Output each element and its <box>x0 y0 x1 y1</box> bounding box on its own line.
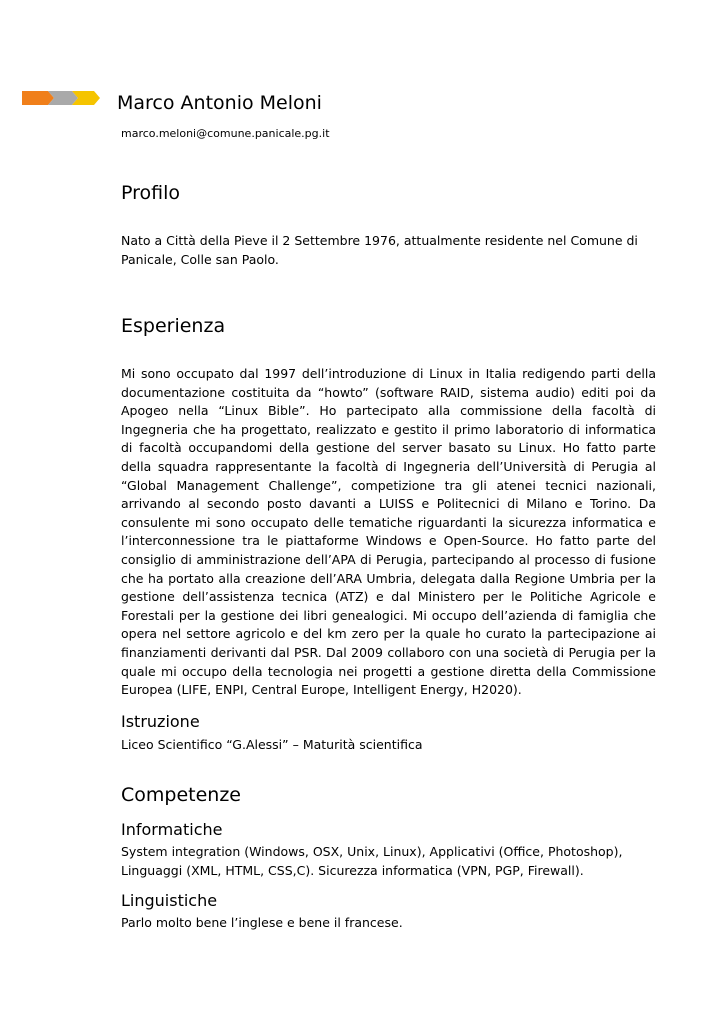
subsection-title-linguistiche: Linguistiche <box>121 891 218 910</box>
istruzione-text: Liceo Scientifico “G.Alessi” – Maturità scientifica <box>121 737 423 752</box>
informatiche-line-1: System integration (Windows, OSX, Unix, Linux), Applicativi (Office, Photoshop), <box>121 844 623 859</box>
esperienza-text: Mi sono occupato dal 1997 dell’introduzione di Linux in Italia redigendo parti della documentazione costituita da “howto” (software RAID, sistema audio) editi poi da Apogeo nella “Linux Bible”. Ho partecipato alla commissione della facoltà di Ingegneria che ha progettato, realizzato e gestito il primo laboratorio di informatica di facoltà occupandomi della gestione del server basato su Linux. Ho fatto parte della squadra rappresentante la facoltà di Ingegneria dell’Università di Perugia al “Global Management Challenge”, competizione tra gli atenei tecnici nazionali, arrivando al secondo posto davanti a LUISS e Politecnici di Milano e Torino. Da consulente mi sono occupato delle tematiche riguardanti la sicurezza informatica e l’interconnessione tra le piattaforme Windows e Open-Source. Ho fatto parte del consiglio di amministrazione dell’APA di Perugia, partecipando al processo di fusione che ha portato alla creazione dell’ARA Umbria, delegata dalla Regione Umbria per la gestione dell’assistenza tecnica (ATZ) e dal Ministero per le Politiche Agricole e Forestali per la gestione dei libri genealogici. Mi occupo dell’azienda di famiglia che opera nel settore agricolo e del km zero per la quale ho curato la partecipazione ai finanziamenti derivanti dal PSR. Dal 2009 collaboro con una società di Perugia per la quale mi occupo della tecnologia nei progetti a gestione diretta della Commissione Europea (LIFE, ENPI, Central Europe, Intelligent Energy, H2020). <box>121 366 656 698</box>
section-title-competenze: Competenze <box>121 784 241 806</box>
profilo-text: Nato a Città della Pieve il 2 Settembre 1976, attualmente residente nel Comune di Panicale, Colle san Paolo. <box>121 233 638 267</box>
informatiche-line-2: Linguaggi (XML, HTML, CSS,C). Sicurezza informatica (VPN, PGP, Firewall). <box>121 863 584 878</box>
section-title-profilo: Profilo <box>121 182 181 204</box>
linguistiche-text: Parlo molto bene l’inglese e bene il francese. <box>121 915 403 930</box>
subsection-title-informatiche: Informatiche <box>121 820 223 839</box>
email-address[interactable]: marco.meloni@comune.panicale.pg.it <box>121 127 330 140</box>
header-arrows-logo <box>22 91 100 105</box>
section-title-esperienza: Esperienza <box>121 315 226 337</box>
subsection-title-istruzione: Istruzione <box>121 712 200 731</box>
person-name: Marco Antonio Meloni <box>117 92 322 114</box>
orange-arrow-shape <box>22 91 54 105</box>
